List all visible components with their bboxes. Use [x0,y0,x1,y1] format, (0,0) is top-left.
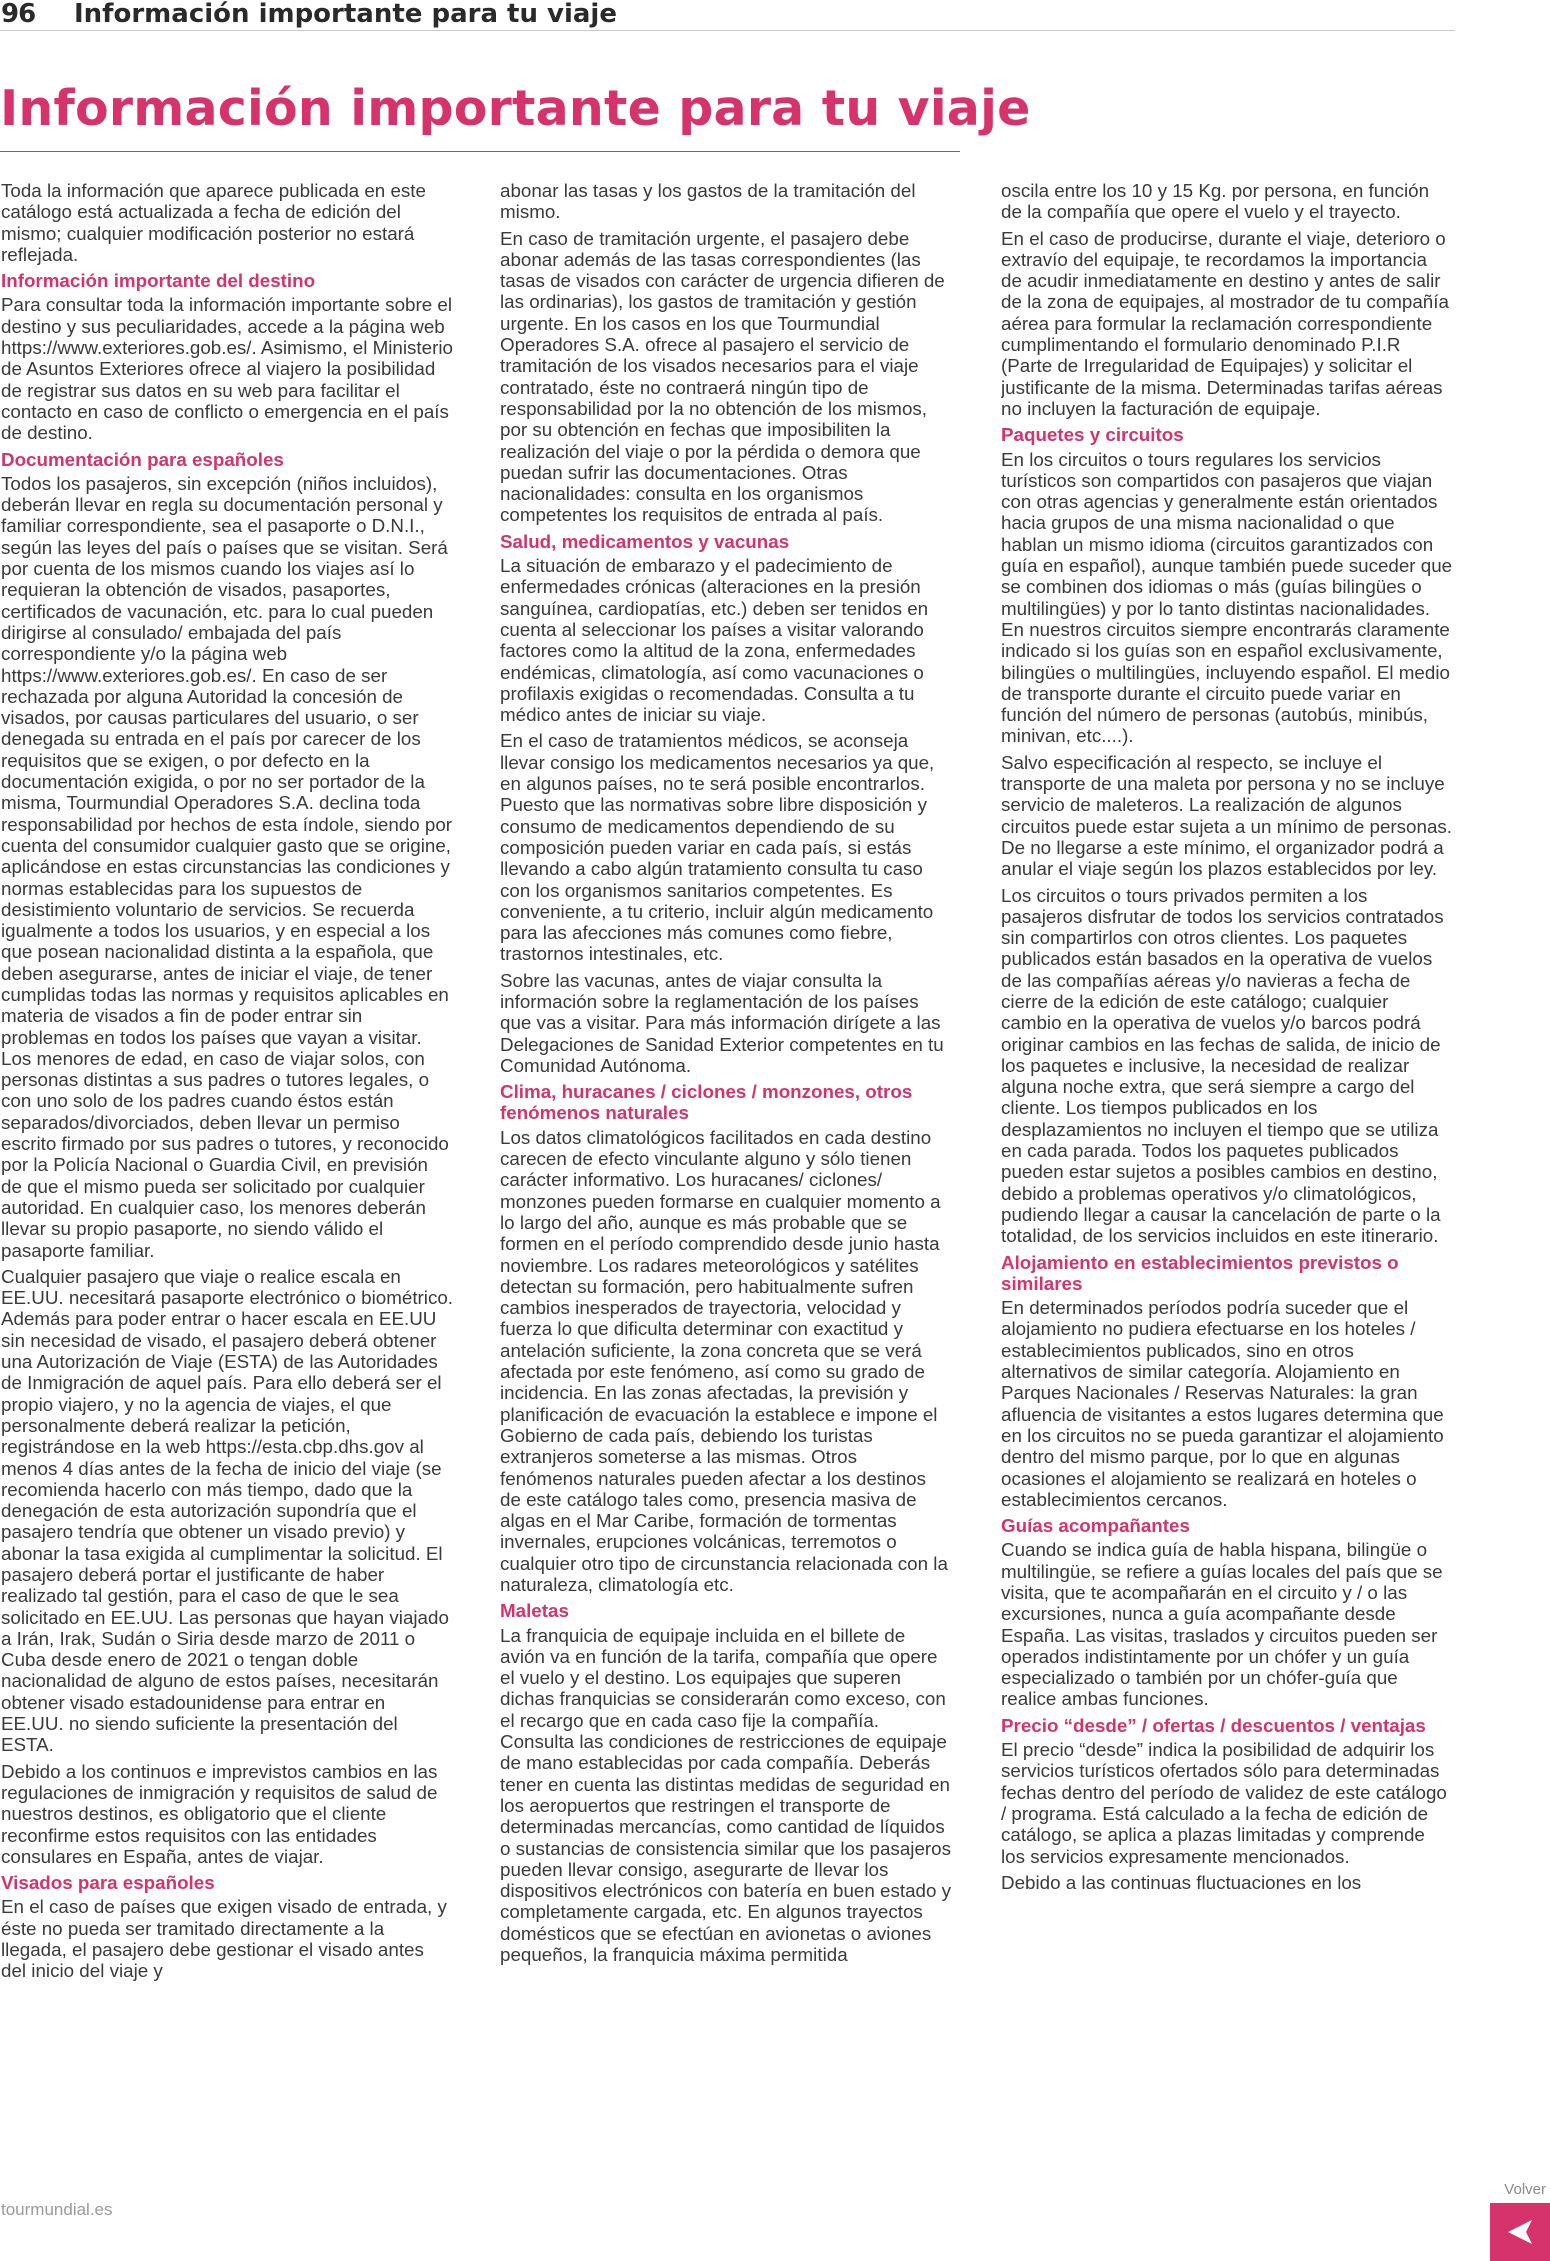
paragraph: Los datos climatológicos facilitados en cada destino carecen de efecto vinculante alguno y sólo tienen carácter informativo. Los huracanes/ ciclones/ monzones pueden formarse en cualquier momento a lo largo del año, aunque es más probable que se formen en el período comprendido desde junio hasta noviembre. Los radares meteorológicos y satélites detectan su formación, pero habitualmente sufren cambios inesperados de trayectoria, velocidad y fuerza lo que dificulta determinar con exactitud y antelación suficiente, la zona concreta que se verá afectada por este fenómeno, así como su grado de incidencia. En las zonas afectadas, la previsión y planificación de evacuación la establece e impone el Gobierno de cada país, debiendo los turistas extranjeros someterse a las mismas. Otros fenómenos naturales pueden afectar a los destinos de este catálogo tales como, presencia masiva de algas en el Mar Caribe, formación de tormentas invernales, erupciones volcánicas, terremotos o cualquier otro tipo de circunstancia relacionada con la naturaleza, climatología etc. [500,1126,948,1595]
text-column-1 [1,180,453,2175]
paragraph: Sobre las vacunas, antes de viajar consulta la información sobre la reglamentación de los países que vas a visitar. Para más información dirígete a las Delegaciones de Sanidad Exterior competentes en tu Comunidad Autónoma. [500,969,944,1076]
section-heading: Guías acompañantes [1001,1515,1190,1537]
paragraph: oscila entre los 10 y 15 Kg. por persona, en función de la compañía que opere el vuelo y el trayecto. [1001,180,1430,223]
paragraph: En el caso de producirse, durante el viaje, deterioro o extravío del equipaje, te recordamos la importancia de acudir inmediatamente en destino y antes de salir de la zona de equipajes, al mostrador de tu compañía aérea para formular la reclamación correspondiente cumplimentando el formulario denominado P.I.R (Parte de Irregularidad de Equipajes) y solicitar el justificante de la misma. Determinadas tarifas aéreas no incluyen la facturación de equipaje. [1001,227,1449,419]
arrow-left-icon [1504,2216,1536,2248]
paragraph: Debido a los continuos e imprevistos cambios en las regulaciones de inmigración y requisitos de salud de nuestros destinos, es obligatorio que el cliente reconfirme estos requisitos con las entidades consulares en España, antes de viajar. [1,1760,438,1867]
paragraph: En los circuitos o tours regulares los servicios turísticos son compartidos con pasajeros que viajan con otras agencias y generalmente están orientados hacia grupos de una misma nacionalidad o que hablan un mismo idioma (circuitos garantizados con guía en español), aunque también puede suceder que se combinen dos idiomas o más (guías bilingües o multilingües) y por lo tanto distintas nacionalidades. En nuestros circuitos siempre encontrarás claramente indicado si los guías son en español exclusivamente, bilingües o multilingües, incluyendo español. El medio de transporte durante el circuito puede variar en función del número de personas (autobús, minibús, minivan, etc....). [1001,448,1453,747]
footer-site-url[interactable]: tourmundial.es [1,2200,113,2219]
paragraph: Cualquier pasajero que viaje o realice escala en EE.UU. necesitará pasaporte electrónico o biométrico. Además para poder entrar o hacer escala en EE.UU sin necesidad de visado, el pasajero deberá obtener una Autorización de Viaje (ESTA) de las Autoridades de Inmigración de aquel país. Para ello deberá ser el propio viajero, y no la agencia de viajes, el que personalmente deberá realizar la petición, registrándose en la web https://esta.cbp.dhs.gov al menos 4 días antes de la fecha de inicio del viaje (se recomienda hacerlo con más tiempo, dado que la denegación de esta autorización supondría que el pasajero tendría que obtener un visado previo) y abonar la tasa exigida al cumplimentar la solicitud. El pasajero deberá portar el justificante de haber realizado tal gestión, para el caso de que le sea solicitado en EE.UU. Las personas que hayan viajado a Irán, Irak, Sudán o Siria desde marzo de 2011 o Cuba desde enero de 2021 o tengan doble nacionalidad de alguno de estos países, necesitarán obtener visado estadounidense para entrar en EE.UU. no siendo suficiente la presentación del ESTA. [1,1265,453,1756]
section-heading: Visados para españoles [1,1872,215,1894]
paragraph: En el caso de tratamientos médicos, se aconseja llevar consigo los medicamentos necesarios ya que, en algunos países, no te será posible encontrarlos. Puesto que las normativas sobre libre disposición y consumo de medicamentos dependiendo de su composición pueden variar en cada país, si estás llevando a cabo algún tratamiento consulta tu caso con los organismos sanitarios competentes. Es conveniente, a tu criterio, incluir algún medicamento para las afecciones más comunes como fiebre, trastornos intestinales, etc. [500,730,935,965]
paragraph: Salvo especificación al respecto, se incluye el transporte de una maleta por persona y no se incluye servicio de maleteros. La realización de algunos circuitos puede estar sujeta a un mínimo de personas. De no llegarse a este mínimo, el organizador podrá a anular el viaje según los plazos establecidos por ley. [1001,751,1452,880]
running-title: Información importante para tu viaje [74,0,617,29]
paragraph: En caso de tramitación urgente, el pasajero debe abonar además de las tasas correspondientes (las tasas de visados con carácter de urgencia difieren de las ordinarias), los gastos de tramitación y gestión urgente. En los casos en los que Tourmundial Operadores S.A. ofrece al pasajero el servicio de tramitación de los visados necesarios para el viaje contratado, éste no contraerá ningún tipo de responsabilidad por la no obtención de los mismos, por su obtención en fechas que imposibiliten la realización del viaje o por la pérdida o demora que puedan sufrir las documentaciones. Otras nacionalidades: consulta en los organismos competentes los requisitos de entrada al país. [500,227,945,526]
paragraph: abonar las tasas y los gastos de la tramitación del mismo. [500,180,916,223]
section-heading: Clima, huracanes / ciclones / monzones, otros fenómenos naturales [500,1081,913,1124]
paragraph: Cuando se indica guía de habla hispana, bilingüe o multilingüe, se refiere a guías locales del país que se visita, que te acompañarán en el circuito y / o las excursiones, nunca a guía acompañante desde España. Las visitas, traslados y circuitos pueden ser operados indistintamente por un chófer y un guía especializado o también por un chófer-guía que realice ambas funciones. [1001,1539,1443,1710]
section-heading: Documentación para españoles [1,448,284,470]
section-heading: Precio “desde” / ofertas / descuentos / ventajas [1001,1714,1426,1736]
back-button[interactable] [1490,2203,1550,2261]
paragraph: Toda la información que aparece publicada en este catálogo está actualizada a fecha de edición del mismo; cualquier modificación posterior no estará reflejada. [1,180,426,265]
section-heading: Alojamiento en establecimientos previstos o similares [1001,1251,1399,1294]
running-header [0,0,1455,31]
paragraph: Debido a las continuas fluctuaciones en los [1001,1871,1362,1893]
text-column-2 [500,180,952,2175]
paragraph: La franquicia de equipaje incluida en el billete de avión va en función de la tarifa, compañía que opere el vuelo y el destino. Los equipajes que superen dichas franquicias se considerarán como exceso, con el recargo que en cada caso fije la compañía. Consulta las condiciones de restricciones de equipaje de mano establecidas por cada compañía. Deberás tener en cuenta las distintas medidas de seguridad en los aeropuertos que restringen el transporte de determinadas mercancías, como cantidad de líquidos o sustancias de consistencia similar que los pasajeros pueden llevar consigo, asegurarte de llevar los dispositivos electrónicos con batería en buen estado y completamente cargada, etc. En algunos trayectos domésticos que se efectúan en avionetas o aviones pequeños, la franquicia máxima permitida [500,1624,952,1966]
section-heading: Información importante del destino [1,270,316,292]
paragraph: En determinados períodos podría suceder que el alojamiento no pudiera efectuarse en los hoteles / establecimientos publicados, sino en otros alternativos de similar categoría. Alojamiento en Parques Nacionales / Reservas Naturales: la gran afluencia de visitantes a estos lugares determina que en los circuitos no se pueda garantizar el alojamiento dentro del mismo parque, por lo que en algunas ocasiones el alojamiento se realizará en hoteles o establecimientos cercanos. [1001,1297,1444,1510]
paragraph: Todos los pasajeros, sin excepción (niños incluidos), deberán llevar en regla su documentación personal y familiar correspondiente, sea el pasaporte o D.N.I., según las leyes del país o países que se visitan. Será por cuenta de los mismos cuando los viajes así lo requieran la obtención de visados, pasaportes, certificados de vacunación, etc. para lo cual pueden dirigirse al consulado/ embajada del país correspondiente y/o la página web https://www.exteriores.gob.es/. En caso de ser rechazada por alguna Autoridad la concesión de visados, por causas particulares del usuario, o ser denegada su entrada en el país por carecer de los requisitos que se exigen, o por defecto en la documentación exigida, o por no ser portador de la misma, Tourmundial Operadores S.A. declina toda responsabilidad por hechos de esta índole, siendo por cuenta del consumidor cualquier gasto que se origine, aplicándose en estas circunstancias las condiciones y normas establecidas para los supuestos de desistimiento voluntario de servicios. Se recuerda igualmente a todos los usuarios, y en especial a los que posean nacionalidad distinta a la española, que deben asegurarse, antes de iniciar el viaje, de tener cumplidas todas las normas y requisitos aplicables en materia de visados a fin de poder entrar sin problemas en todos los países que vayan a visitar. Los menores de edad, en caso de viajar solos, con personas distintas a sus padres o tutores legales, o con uno solo de los padres cuando éstos están separados/divorciados, deben llevar un permiso escrito firmado por sus padres o tutores, y reconocido por la Policía Nacional o Guardia Civil, en previsión de que el mismo pueda ser solicitado por cualquier autoridad. En cualquier caso, los menores deberán llevar su propio pasaporte, no siendo válido el pasaporte familiar. [1,472,453,1261]
paragraph: En el caso de países que exigen visado de entrada, y éste no pueda ser tramitado directamente a la llegada, el pasajero debe gestionar el visado antes del inicio del viaje y [1,1896,447,1982]
section-heading: Salud, medicamentos y vacunas [500,530,790,552]
text-column-3 [1001,180,1453,2175]
paragraph: Los circuitos o tours privados permiten a los pasajeros disfrutar de todos los servicios contratados sin compartirlos con otros clientes. Los paquetes publicados están basados en la operativa de vuelos de las compañías aéreas y/o navieras a fecha de cierre de la edición de este catálogo; cualquier cambio en la operativa de vuelos y/o barcos podrá originar cambios en las fechas de salida, de inicio de los paquetes e inclusive, la necesidad de realizar alguna noche extra, que será siempre a cargo del cliente. Los tiempos publicados en los desplazamientos no incluyen el tiempo que se utiliza en cada parada. Todos los paquetes publicados pueden estar sujetos a posibles cambios en destino, debido a problemas operativos y/o climatológicos, pudiendo llegar a causar la cancelación de parte o la totalidad, de los servicios incluidos en este itinerario. [1001,884,1444,1247]
paragraph: Para consultar toda la información importante sobre el destino y sus peculiaridades, accede a la página web https://www.exteriores.gob.es/. Asimismo, el Ministerio de Asuntos Exteriores ofrece al viajero la posibilidad de registrar sus datos en su web para facilitar el contacto en caso de conflicto o emergencia en el país de destino. [1,294,453,444]
page-title: Información importante para tu viaje [0,80,960,152]
page-number: 96 [1,0,36,29]
section-heading: Maletas [500,1600,569,1622]
back-label: Volver [1504,2181,1546,2198]
paragraph: El precio “desde” indica la posibilidad de adquirir los servicios turísticos ofertados sólo para determinadas fechas dentro del período de validez de este catálogo / programa. Está calculado a la fecha de edición de catálogo, se aplica a plazas limitadas y comprende los servicios expresamente mencionados. [1001,1739,1447,1867]
paragraph: La situación de embarazo y el padecimiento de enfermedades crónicas (alteraciones en la presión sanguínea, cardiopatías, etc.) deben ser tenidos en cuenta al seleccionar los países a visitar valorando factores como la altitud de la zona, enfermedades endémicas, climatología, así como vacunaciones o profilaxis exigidas o recomendadas. Consulta a tu médico antes de iniciar su viaje. [500,555,929,726]
section-heading: Paquetes y circuitos [1001,424,1184,446]
back-control [1490,2181,1550,2261]
